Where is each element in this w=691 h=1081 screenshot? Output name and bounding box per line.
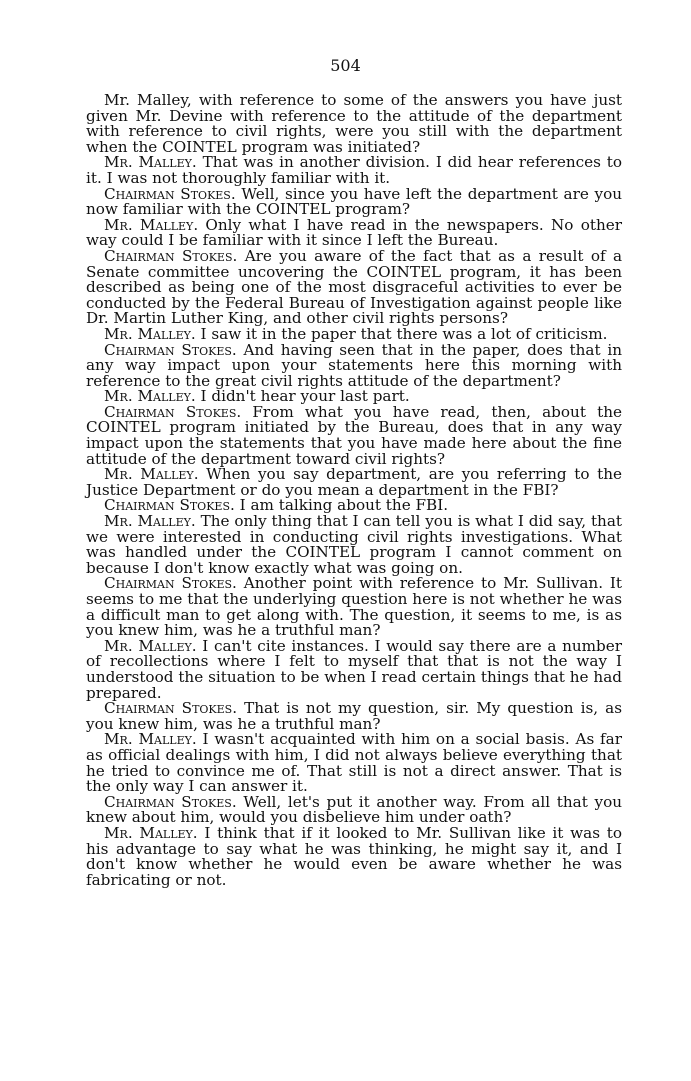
speaker-name: Mr. Malley. — [104, 153, 197, 172]
speaker-name: Mr. Malley. — [104, 730, 197, 749]
speaker-name: Chairman Stokes. — [104, 792, 237, 811]
speaker-name: Chairman Stokes. — [104, 340, 237, 359]
transcript-paragraph — [86, 184, 623, 219]
transcript-paragraph — [86, 340, 622, 390]
speaker-name: Chairman Stokes. — [104, 699, 238, 718]
transcript-paragraph — [86, 514, 622, 576]
speaker-name: Mr. Malley. — [104, 512, 196, 531]
transcript-paragraph — [86, 246, 622, 328]
paragraph-text: I saw it in the paper that there was a lot of criticism. — [200, 324, 608, 343]
paragraph-text: Well, since you have left the department are you now familiar with the COINTEL program? — [86, 184, 623, 219]
speaker-name: Chairman Stokes. — [104, 496, 235, 515]
paragraph-text: I didn't hear your last part. — [200, 387, 410, 406]
paragraph-text: From what you have read, then, about the COINTEL program initiated by the Bureau, does that in any way impact upon the statements that you have made here about the fine attitude of the department toward civil rights? — [86, 402, 622, 468]
paragraph-text: And having seen that in the paper, does that in any way impact upon your statements here this morning with reference to the great civil rights attitude of the department? — [86, 340, 622, 390]
paragraph-text: I think that if it looked to Mr. Sullivan like it was to his advantage to say what he was thinking, he might say it, and I don't know whether he would even be aware whether he was fabricating or not. — [86, 823, 622, 889]
paragraph-text: When you say department, are you referring to the Justice Department or do you mean a department in the FBI? — [86, 465, 622, 499]
paragraph-text: I can't cite instances. I would say there are a number of recollections where I felt to myself that that is not the way I understood the situation to be when I read certain things that he had prepared. — [86, 636, 623, 702]
speaker-name: Mr. Malley. — [104, 465, 199, 484]
speaker-name: Chairman Stokes. — [104, 574, 237, 593]
transcript-paragraph — [86, 823, 622, 889]
speaker-name: Mr. Malley. — [104, 324, 196, 343]
paragraph-text: That is not my question, sir. My question is, as you knew him, was he a truthful man? — [86, 699, 622, 733]
transcript-body — [86, 93, 622, 888]
transcript-paragraph — [86, 467, 622, 498]
paragraph-text: That was in another division. I did hear references to it. I was not thoroughly familiar with it. — [86, 153, 622, 187]
transcript-paragraph — [86, 636, 623, 702]
speaker-name: Mr. Malley. — [104, 215, 199, 234]
transcript-paragraph — [86, 402, 622, 468]
paragraph-text: Another point with reference to Mr. Sullivan. It seems to me that the underlying question here is not whether he was a difficult man to get along with. The question, it seems to me, is as you knew him, was he a truthful man? — [86, 574, 622, 640]
paragraph-text: Well, let's put it another way. From all that you knew about him, would you disbelieve him under oath? — [86, 792, 622, 827]
speaker-name: Mr. Malley. — [104, 823, 198, 842]
speaker-name: Chairman Stokes. — [104, 184, 236, 203]
page-number: 504 — [330, 56, 361, 75]
paragraph-text: I am talking about the FBI. — [239, 496, 449, 515]
speaker-name: Chairman Stokes. — [104, 402, 242, 421]
paragraph-text: The only thing that I can tell you is what I did say, that we were interested in conducting civil rights investigations. What was handled under the COINTEL program I cannot comment on because I don't know exactly what was going on. — [86, 512, 622, 577]
transcript-paragraph — [86, 215, 622, 250]
paragraph-text: I wasn't acquainted with him on a social basis. As far as official dealings with him, I did not always believe everything that he tried to convince me of. That still is not a direct answer. That is the only way I can answer it. — [86, 730, 622, 796]
transcript-paragraph — [86, 155, 622, 186]
speaker-name: Chairman Stokes. — [104, 246, 238, 265]
speaker-name: Mr. Malley. — [104, 387, 196, 406]
paragraph-text: Are you aware of the fact that as a result of a Senate committee uncovering the COINTEL program, it has been described as being one of the most disgraceful activities to ever be conducted by the Federal Bureau of Investigation against people like Dr. Martin Luther King, and other civil rights persons? — [86, 246, 622, 328]
paragraph-text: Only what I have read in the newspapers. No other way could I be familiar with it since I left the Bureau. — [86, 215, 622, 250]
paragraph-text: Mr. Malley, with reference to some of the answers you have just given Mr. Devine with reference to the attitude of the department with reference to civil rights, were you still with the department when the COINTEL program was initiated? — [86, 91, 622, 156]
speaker-name: Mr. Malley. — [104, 636, 197, 655]
transcript-paragraph — [86, 792, 622, 827]
transcript-paragraph — [86, 732, 622, 794]
transcript-paragraph — [86, 93, 622, 155]
transcript-paragraph — [86, 576, 622, 638]
transcript-paragraph — [86, 701, 622, 732]
